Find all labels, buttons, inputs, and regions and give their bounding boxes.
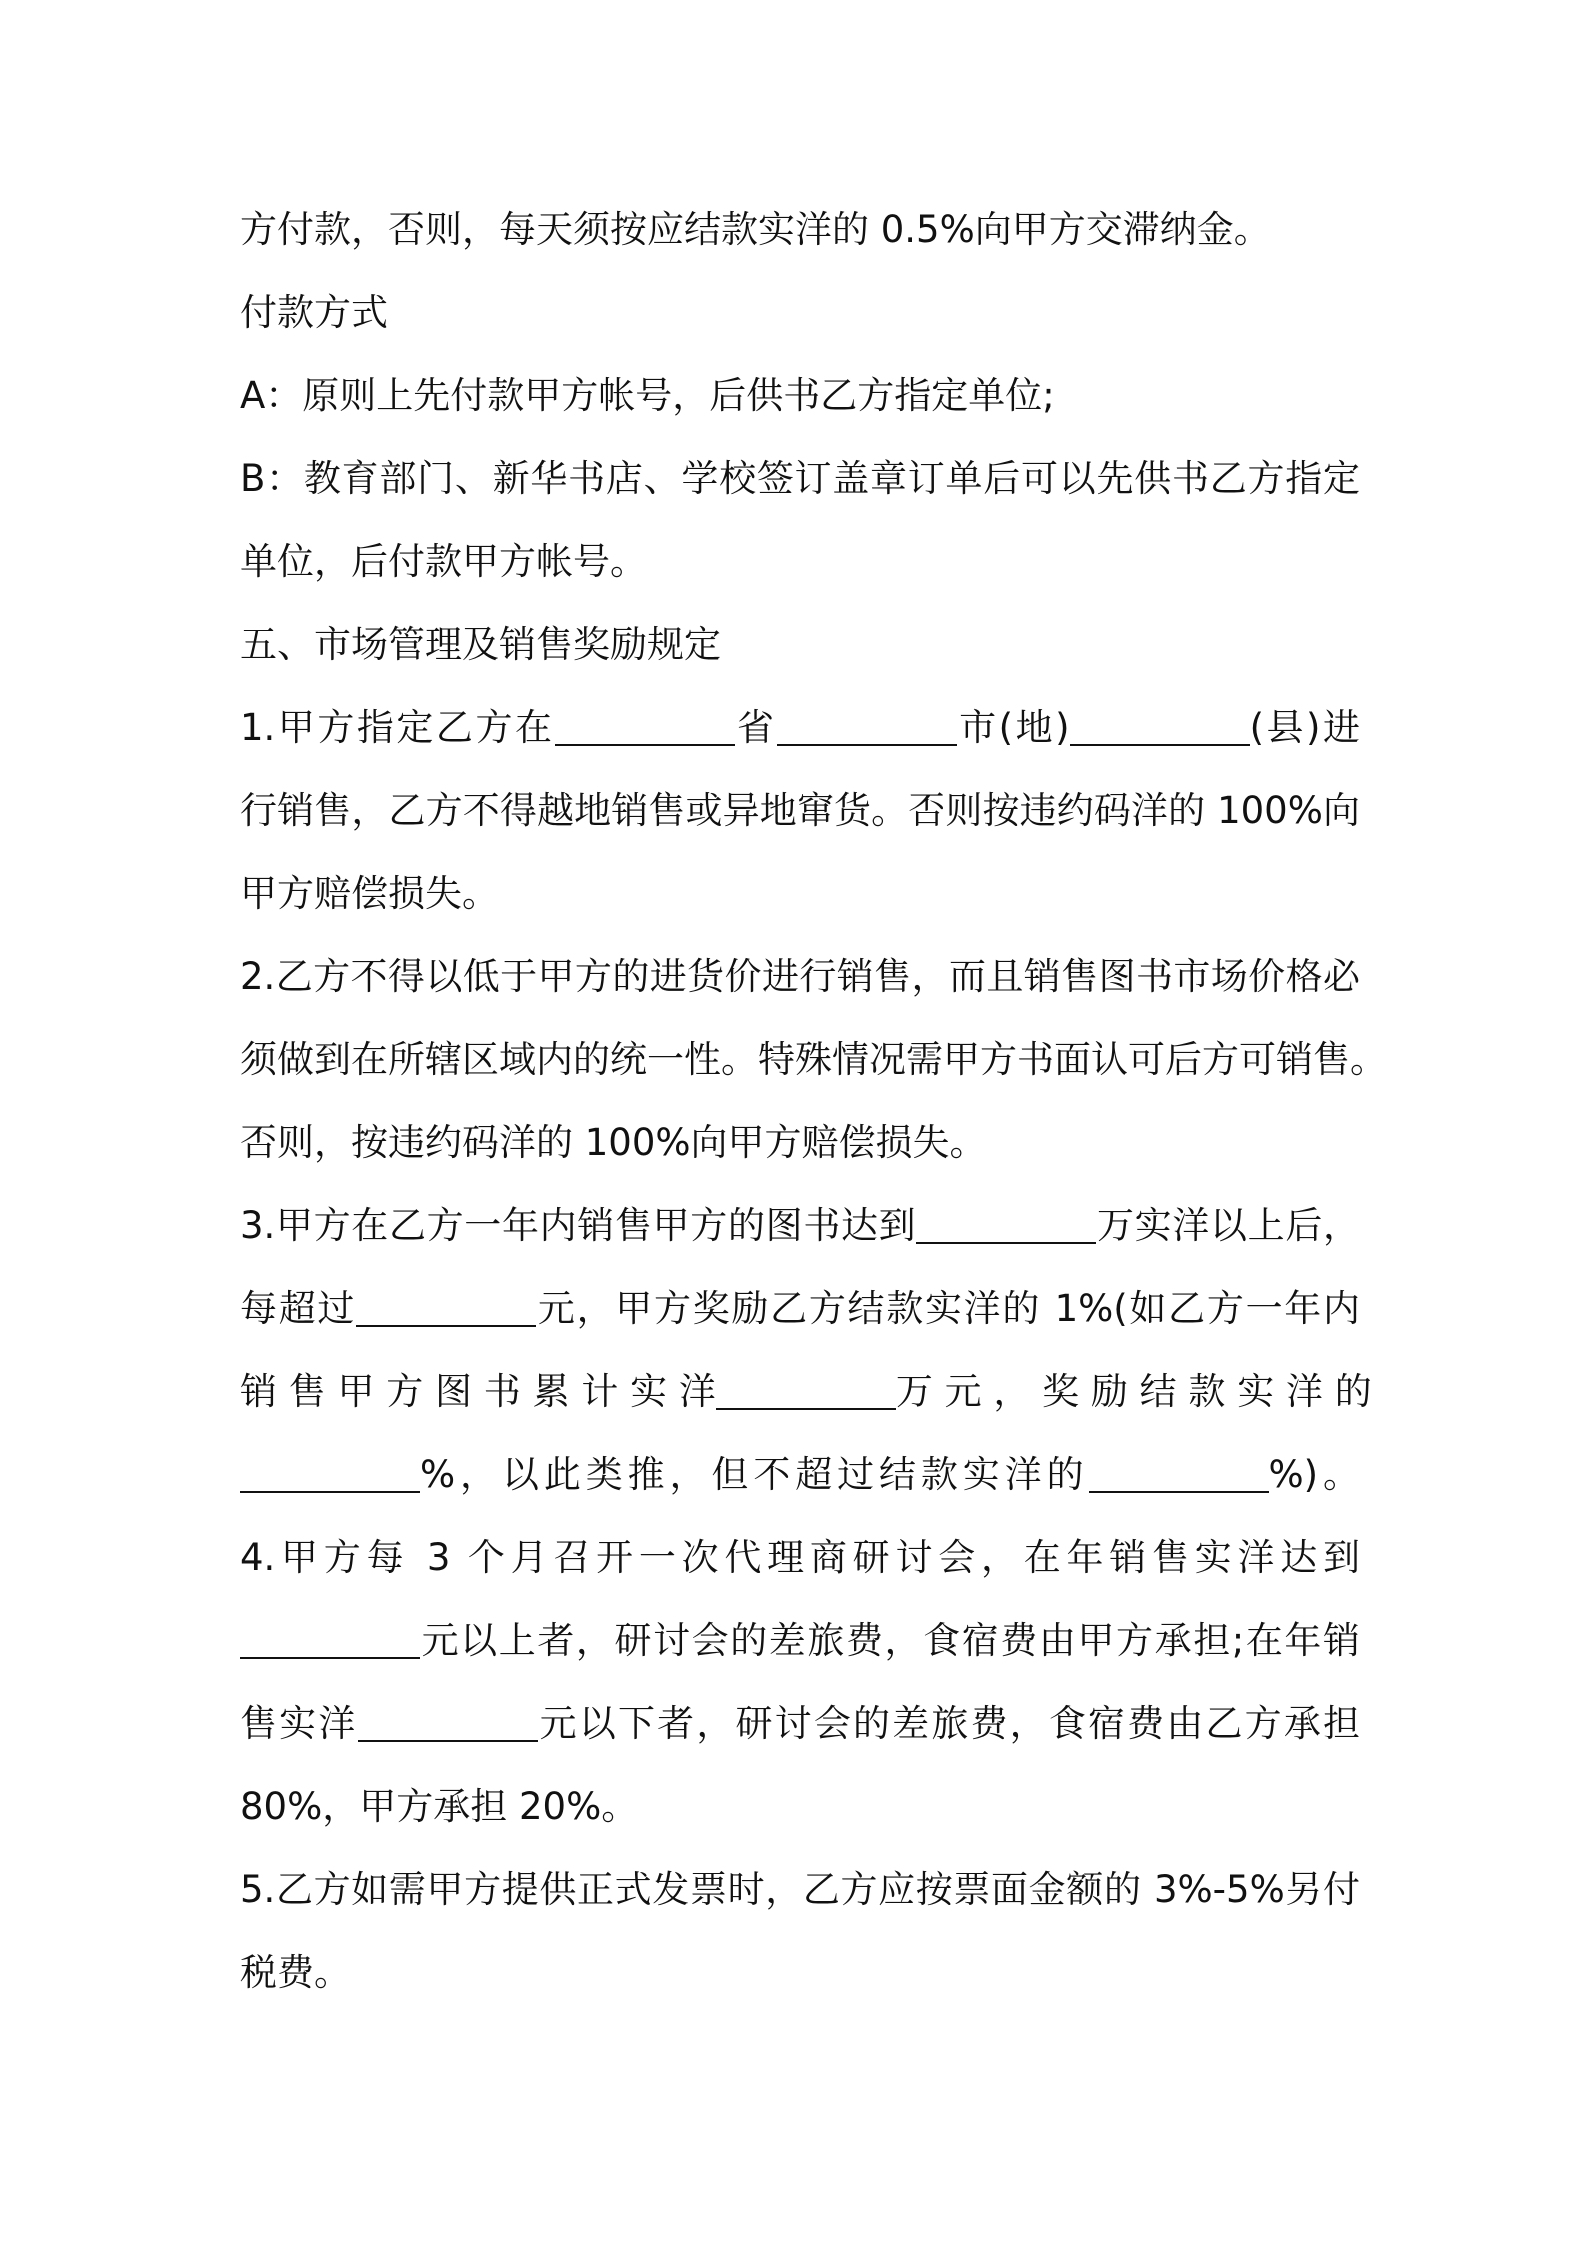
text-line: B：教育部门、新华书店、学校签订盖章订单后可以先供书乙方指定: [240, 457, 1360, 500]
text-fragment: %)。: [1268, 1453, 1360, 1496]
text-fragment: 万实洋以上后，: [1096, 1204, 1361, 1247]
text-line: 2.乙方不得以低于甲方的进货价进行销售，而且销售图书市场价格必: [240, 955, 1360, 998]
text-fragment: 市(地): [956, 706, 1070, 749]
fill-blank: [358, 1696, 538, 1742]
text-fragment: (县)进: [1249, 706, 1361, 749]
fill-blank: [777, 700, 957, 746]
text-fragment: 销 售 甲 方 图 书 累 计 实 洋: [240, 1370, 716, 1413]
text-line: A：原则上先付款甲方帐号，后供书乙方指定单位;: [240, 374, 1055, 417]
text-line: 行销售，乙方不得越地销售或异地窜货。否则按违约码洋的 100%向: [240, 789, 1360, 832]
document-body: [240, 200, 1387, 2026]
text-line-with-blanks: [240, 1694, 1360, 1777]
text-fragment: 每超过: [240, 1287, 357, 1330]
fill-blank: [555, 700, 735, 746]
text-line: 5.乙方如需甲方提供正式发票时，乙方应按票面金额的 3%-5%另付: [240, 1868, 1360, 1911]
text-line: 80%，甲方承担 20%。: [240, 1785, 639, 1828]
fill-blank: [240, 1613, 420, 1659]
fill-blank: [1070, 700, 1250, 746]
fill-blank: [240, 1447, 420, 1493]
section-heading: 五、市场管理及销售奖励规定: [240, 623, 721, 666]
text-line: 方付款，否则，每天须按应结款实洋的 0.5%向甲方交滞纳金。: [240, 208, 1271, 251]
text-line: 4.甲方每 3 个月召开一次代理商研讨会，在年销售实洋达到: [240, 1536, 1360, 1579]
text-line: 甲方赔偿损失。: [240, 872, 499, 915]
text-line-with-blanks: [240, 1196, 1360, 1279]
section-heading: 付款方式: [240, 291, 388, 334]
text-line-with-blanks: [240, 1611, 1360, 1694]
fill-blank: [716, 1364, 896, 1410]
text-fragment: 元以上者，研讨会的差旅费，食宿费由甲方承担;在年销: [420, 1619, 1360, 1662]
text-line-with-blanks: [240, 1362, 1372, 1445]
text-fragment: 3.甲方在乙方一年内销售甲方的图书达到: [240, 1204, 917, 1247]
fill-blank: [916, 1198, 1096, 1244]
fill-blank: [1089, 1447, 1269, 1493]
text-line: 税费。: [240, 1951, 351, 1994]
text-line-with-blanks: [240, 698, 1360, 781]
text-fragment: 省: [734, 706, 777, 749]
text-line-with-blanks: [240, 1279, 1360, 1362]
text-fragment: 元，甲方奖励乙方结款实洋的 1%(如乙方一年内: [536, 1287, 1360, 1330]
text-fragment: 售实洋: [240, 1702, 358, 1745]
text-line-with-blanks: [240, 1445, 1360, 1528]
text-line: 单位，后付款甲方帐号。: [240, 540, 647, 583]
text-fragment: 万 元 ， 奖 励 结 款 实 洋 的: [895, 1370, 1372, 1413]
text-line: 须做到在所辖区域内的统一性。特殊情况需甲方书面认可后方可销售。: [240, 1038, 1387, 1081]
text-fragment: 元以下者，研讨会的差旅费，食宿费由乙方承担: [537, 1702, 1360, 1745]
fill-blank: [356, 1281, 536, 1327]
text-line: 否则，按违约码洋的 100%向甲方赔偿损失。: [240, 1121, 987, 1164]
text-fragment: %，以此类推，但不超过结款实洋的: [420, 1453, 1089, 1496]
text-fragment: 1.甲方指定乙方在: [240, 706, 555, 749]
